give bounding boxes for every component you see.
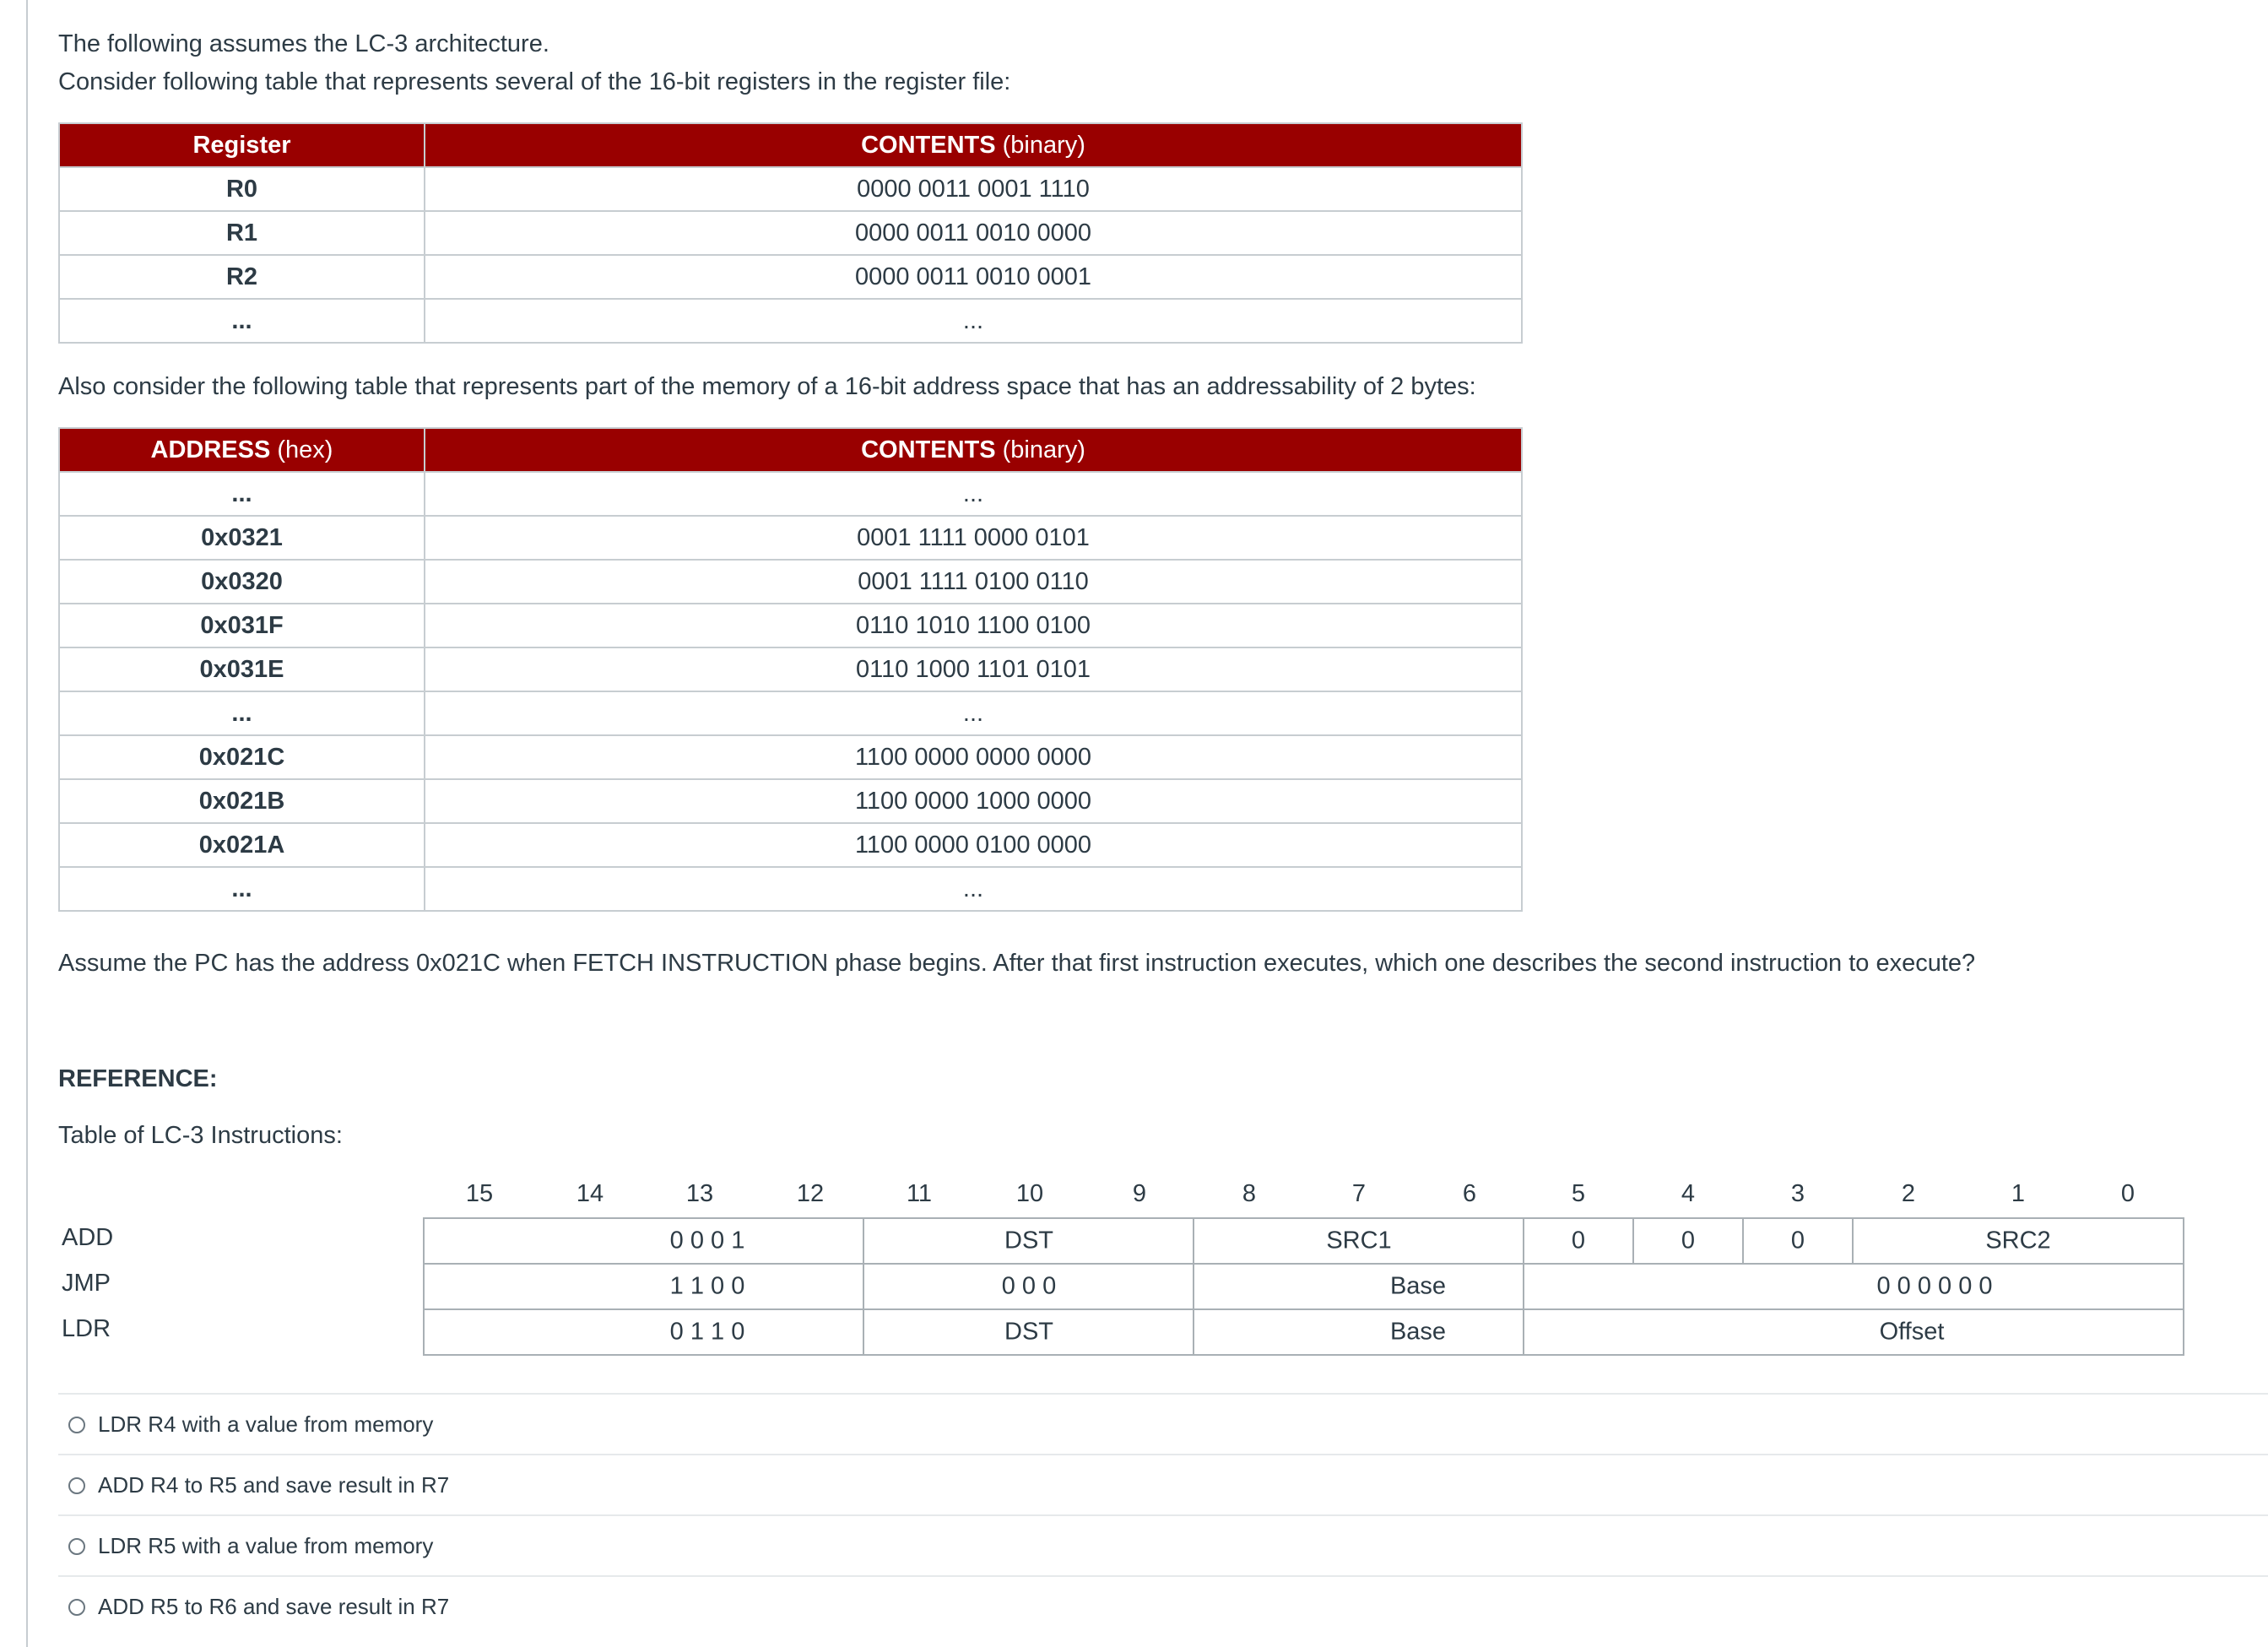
- reference-heading: REFERENCE:: [58, 1065, 218, 1092]
- answer-label[interactable]: LDR R5 with a value from memory: [98, 1533, 434, 1558]
- left-border: [26, 0, 28, 1647]
- bit-number: 13: [685, 1180, 714, 1207]
- bit-number: 8: [1242, 1180, 1257, 1207]
- bit-number: 15: [465, 1180, 494, 1207]
- memory-contents: ...: [425, 691, 1522, 735]
- add-opcode-cell: [423, 1217, 864, 1265]
- table-row: [59, 560, 1522, 604]
- table-row: [59, 604, 1522, 647]
- address: 0x031E: [59, 647, 425, 691]
- table-row: [59, 299, 1522, 343]
- bit-number: 1: [2011, 1180, 2026, 1207]
- memory-table: [58, 427, 1523, 912]
- table-row: [59, 255, 1522, 299]
- jmp-opcode: 1 1 0 0: [669, 1272, 745, 1300]
- instruction-name-ldr: LDR: [62, 1315, 111, 1342]
- add-src2: SRC2: [1985, 1227, 2051, 1254]
- ldr-base-cell: [1193, 1308, 1524, 1356]
- ldr-opcode-cell: [423, 1308, 864, 1356]
- add-opcode: 0 0 0 1: [669, 1227, 745, 1254]
- bit-number: 5: [1571, 1180, 1586, 1207]
- memory-contents: 1100 0000 0000 0000: [425, 735, 1522, 779]
- jmp-low-bits-cell: [1523, 1263, 2184, 1310]
- table-row: [59, 167, 1522, 211]
- answer-label[interactable]: LDR R4 with a value from memory: [98, 1411, 434, 1437]
- answer-list: [58, 1393, 2268, 1636]
- register-contents: 0000 0011 0010 0000: [425, 211, 1522, 255]
- register-header: Register: [59, 123, 425, 167]
- table-row: [59, 211, 1522, 255]
- bit-number: 4: [1681, 1180, 1696, 1207]
- instruction-name-jmp: JMP: [62, 1270, 111, 1297]
- table-row: [59, 691, 1522, 735]
- bit-number: 0: [2120, 1180, 2135, 1207]
- bit-number-row: [58, 1180, 2236, 1211]
- bit-number: 9: [1132, 1180, 1147, 1207]
- bit-number: 7: [1351, 1180, 1367, 1207]
- memory-contents: ...: [425, 867, 1522, 911]
- ldr-opcode: 0 1 1 0: [669, 1318, 745, 1346]
- bit-number: 3: [1790, 1180, 1805, 1207]
- reference-subheading: Table of LC-3 Instructions:: [58, 1122, 343, 1149]
- add-dst: DST: [1004, 1227, 1053, 1254]
- intro-line-2: Consider following table that represents several of the 16-bit registers in the register file:: [58, 68, 1011, 95]
- jmp-base-cell: [1193, 1263, 1524, 1310]
- intro-line-1: The following assumes the LC-3 architecture.: [58, 30, 549, 57]
- memory-contents: 0001 1111 0000 0101: [425, 516, 1522, 560]
- address: 0x0320: [59, 560, 425, 604]
- table-row: [59, 516, 1522, 560]
- register-table-header: [59, 123, 1522, 167]
- radio-button[interactable]: [68, 1417, 85, 1433]
- bit-number: 10: [1015, 1180, 1044, 1207]
- address: 0x021C: [59, 735, 425, 779]
- memory-table-header: [59, 428, 1522, 472]
- answer-option[interactable]: [58, 1393, 2268, 1454]
- radio-button[interactable]: [68, 1538, 85, 1555]
- jmp-base: Base: [1389, 1272, 1447, 1300]
- table-row: [59, 735, 1522, 779]
- ldr-offset: Offset: [1879, 1318, 1945, 1346]
- jmp-opcode-cell: [423, 1263, 864, 1310]
- answer-label[interactable]: ADD R4 to R5 and save result in R7: [98, 1472, 450, 1498]
- add-bit4: 0: [1681, 1227, 1696, 1254]
- jmp-dst-bits: 0 0 0: [1001, 1272, 1057, 1300]
- register-name: R0: [59, 167, 425, 211]
- memory-contents: 0110 1000 1101 0101: [425, 647, 1522, 691]
- register-name: R2: [59, 255, 425, 299]
- memory-contents: 0110 1010 1100 0100: [425, 604, 1522, 647]
- question-text: Assume the PC has the address 0x021C when FETCH INSTRUCTION phase begins. After that first instruction executes, which one describes the second instruction to execute?: [58, 950, 1976, 977]
- contents-header: CONTENTS (binary): [425, 428, 1522, 472]
- table-row: [59, 823, 1522, 867]
- jmp-low-bits: 0 0 0 0 0 0: [1876, 1272, 1993, 1300]
- bit-number: 11: [906, 1180, 933, 1207]
- address: 0x031F: [59, 604, 425, 647]
- address: 0x021A: [59, 823, 425, 867]
- ldr-offset-cell: [1523, 1308, 2184, 1356]
- add-bit5: 0: [1571, 1227, 1586, 1254]
- add-src1: SRC1: [1326, 1227, 1392, 1254]
- answer-option[interactable]: [58, 1514, 2268, 1575]
- address: 0x0321: [59, 516, 425, 560]
- bit-number: 14: [576, 1180, 604, 1207]
- table-row: [59, 867, 1522, 911]
- register-contents: ...: [425, 299, 1522, 343]
- contents-header: CONTENTS (binary): [425, 123, 1522, 167]
- table-row: [59, 472, 1522, 516]
- memory-intro: Also consider the following table that represents part of the memory of a 16-bit address space that has an addressability of 2 bytes:: [58, 373, 1476, 400]
- radio-button[interactable]: [68, 1477, 85, 1494]
- answer-label[interactable]: ADD R5 to R6 and save result in R7: [98, 1594, 450, 1619]
- memory-contents: 1100 0000 0100 0000: [425, 823, 1522, 867]
- register-name: R1: [59, 211, 425, 255]
- answer-option[interactable]: [58, 1575, 2268, 1636]
- address: ...: [59, 472, 425, 516]
- instruction-encoding-table: [425, 1219, 2184, 1356]
- address: ...: [59, 867, 425, 911]
- table-row: [59, 779, 1522, 823]
- instruction-name-add: ADD: [62, 1224, 114, 1251]
- address: ...: [59, 691, 425, 735]
- address-header: ADDRESS (hex): [59, 428, 425, 472]
- memory-contents: ...: [425, 472, 1522, 516]
- add-bit3: 0: [1790, 1227, 1805, 1254]
- bit-number: 12: [796, 1180, 825, 1207]
- answer-option[interactable]: [58, 1454, 2268, 1514]
- memory-contents: 0001 1111 0100 0110: [425, 560, 1522, 604]
- register-contents: 0000 0011 0001 1110: [425, 167, 1522, 211]
- ldr-base: Base: [1389, 1318, 1447, 1346]
- register-name: ...: [59, 299, 425, 343]
- table-row: [59, 647, 1522, 691]
- ldr-dst: DST: [1004, 1318, 1053, 1346]
- address: 0x021B: [59, 779, 425, 823]
- radio-button[interactable]: [68, 1599, 85, 1616]
- register-contents: 0000 0011 0010 0001: [425, 255, 1522, 299]
- memory-contents: 1100 0000 1000 0000: [425, 779, 1522, 823]
- bit-number: 2: [1901, 1180, 1916, 1207]
- bit-number: 6: [1462, 1180, 1477, 1207]
- register-table: [58, 122, 1523, 344]
